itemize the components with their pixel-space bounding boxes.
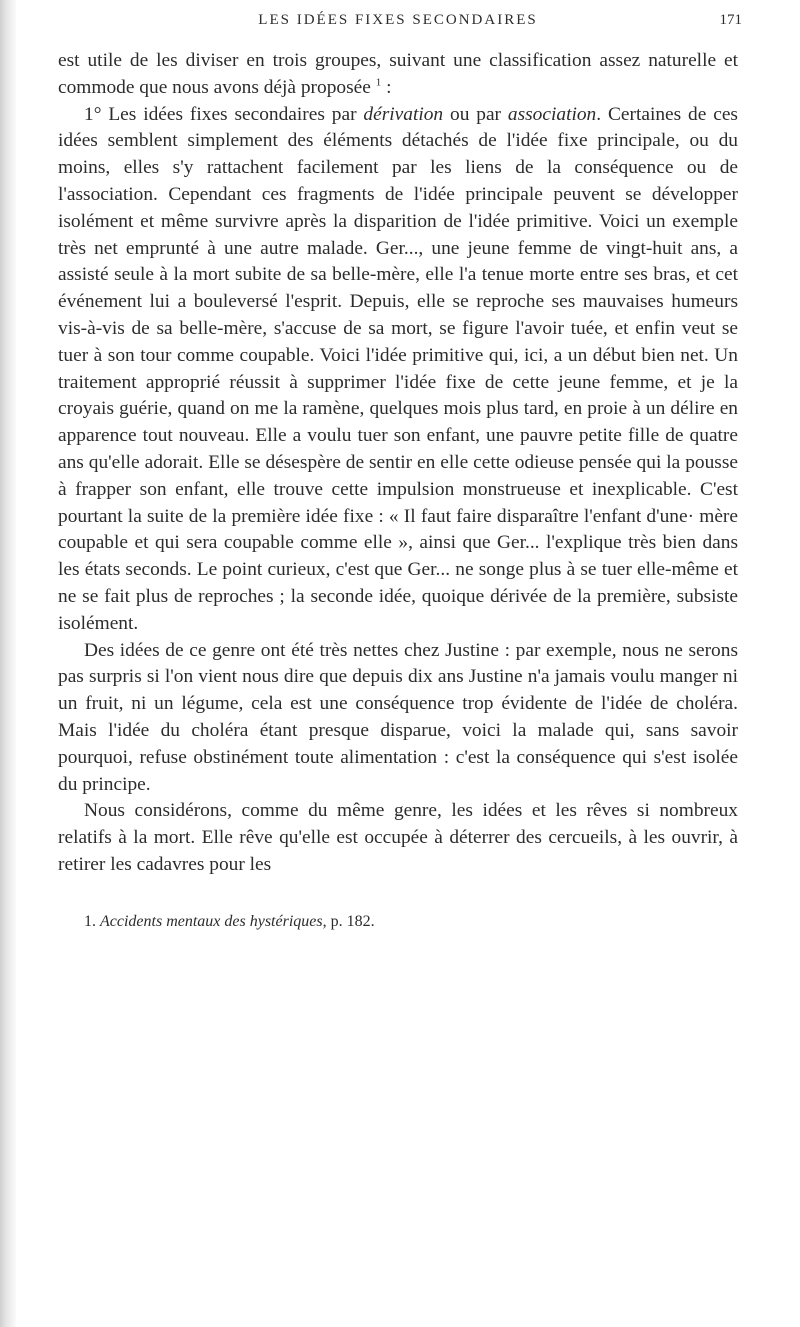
book-spine-shadow bbox=[0, 0, 16, 1327]
body-text bbox=[58, 48, 738, 879]
running-head: LES IDÉES FIXES SECONDAIRES bbox=[258, 12, 538, 28]
page-header bbox=[58, 0, 742, 48]
footnote-separator bbox=[58, 879, 738, 911]
paragraph-justine: Des idées de ce genre ont été très nettes chez Justine : par exemple, nous ne serons pas surpris si l'on vient nous dire que depuis dix ans Justine n'a jamais voulu manger ni un fruit, ni un légume, cela est une conséquence trop évidente de l'idée de choléra. Mais l'idée du choléra étant presque disparue, voici la malade qui, sans savoir pourquoi, refuse obstinément toute alimentation : c'est la conséquence qui s'est isolée du principe. bbox=[58, 639, 738, 795]
paragraph-text-end: : bbox=[381, 76, 392, 98]
emphasis-association: association bbox=[507, 103, 597, 125]
footnote-reference: 1 bbox=[375, 76, 382, 89]
footnote-number: 1. bbox=[84, 912, 96, 930]
paragraph-derivation bbox=[58, 102, 738, 638]
paragraph-text: est utile de les diviser en trois groupes, suivant une classification assez naturelle et commode que nous avons déjà proposée bbox=[58, 50, 738, 98]
footnote-rest: , p. 182. bbox=[322, 912, 375, 930]
paragraph-mort: Nous considérons, comme du même genre, les idées et les rêves si nombreux relatifs à la mort. Elle rêve qu'elle est occupée à déterrer des cercueils, à les ouvrir, à retirer les cadavres pour les bbox=[58, 800, 738, 875]
book-page bbox=[58, 0, 742, 933]
paragraph-continuation bbox=[58, 48, 738, 102]
paragraph-text: . Certaines de ces idées semblent simplement des éléments détachés de l'idée fixe principale, ou du moins, elles s'y rattachent facilement par les liens de la conséquence ou de l'association. Cependant ces fragments de l'idée principale peuvent se développer isolément et même survivre après la disparition de l'idée primitive. Voici un exemple très net emprunté à une autre malade. Ger..., une jeune femme de vingt-huit ans, a assisté seule à la mort subite de sa belle-mère, elle l'a tenue morte entre ses bras, et cet événement lui a bouleversé l'esprit. Depuis, elle se reproche ses mauvaises humeurs vis-à-vis de sa belle-mère, s'accuse de sa mort, se figure l'avoir tuée, et enfin veut se tuer à son tour comme coupable. Voici l'idée primitive qui, ici, a un début bien net. Un traitement approprié réussit à supprimer l'idée fixe de cette jeune femme, et je la croyais guérie, quand on me la ramène, quelques mois plus tard, en proie à un délire en apparence tout nouveau. Elle a voulu tuer son enfant, une pauvre petite fille de quatre ans qu'elle adorait. Elle se désespère de sentir en elle cette odieuse pensée qui la pousse à frapper son enfant, elle trouve cette impulsion monstrueuse et inexplicable. C'est pourtant la suite de la première idée fixe : « Il faut faire disparaître l'enfant d'une· mère coupable et qui sera coupable comme elle », ainsi que Ger... l'explique très bien dans les états seconds. Le point curieux, c'est que Ger... ne songe plus à se tuer elle-même et ne se fait plus de reproches ; la seconde idée, quoique dérivée de la première, subsiste isolément. bbox=[58, 103, 738, 634]
footnote bbox=[58, 911, 738, 933]
emphasis-derivation: dérivation bbox=[363, 103, 444, 125]
footnote-title: Accidents mentaux des hystériques bbox=[100, 912, 323, 930]
paragraph-mid: ou par bbox=[443, 103, 508, 125]
page-number: 171 bbox=[719, 12, 742, 28]
paragraph-prefix: 1° Les idées fixes secondaires par bbox=[84, 103, 364, 125]
